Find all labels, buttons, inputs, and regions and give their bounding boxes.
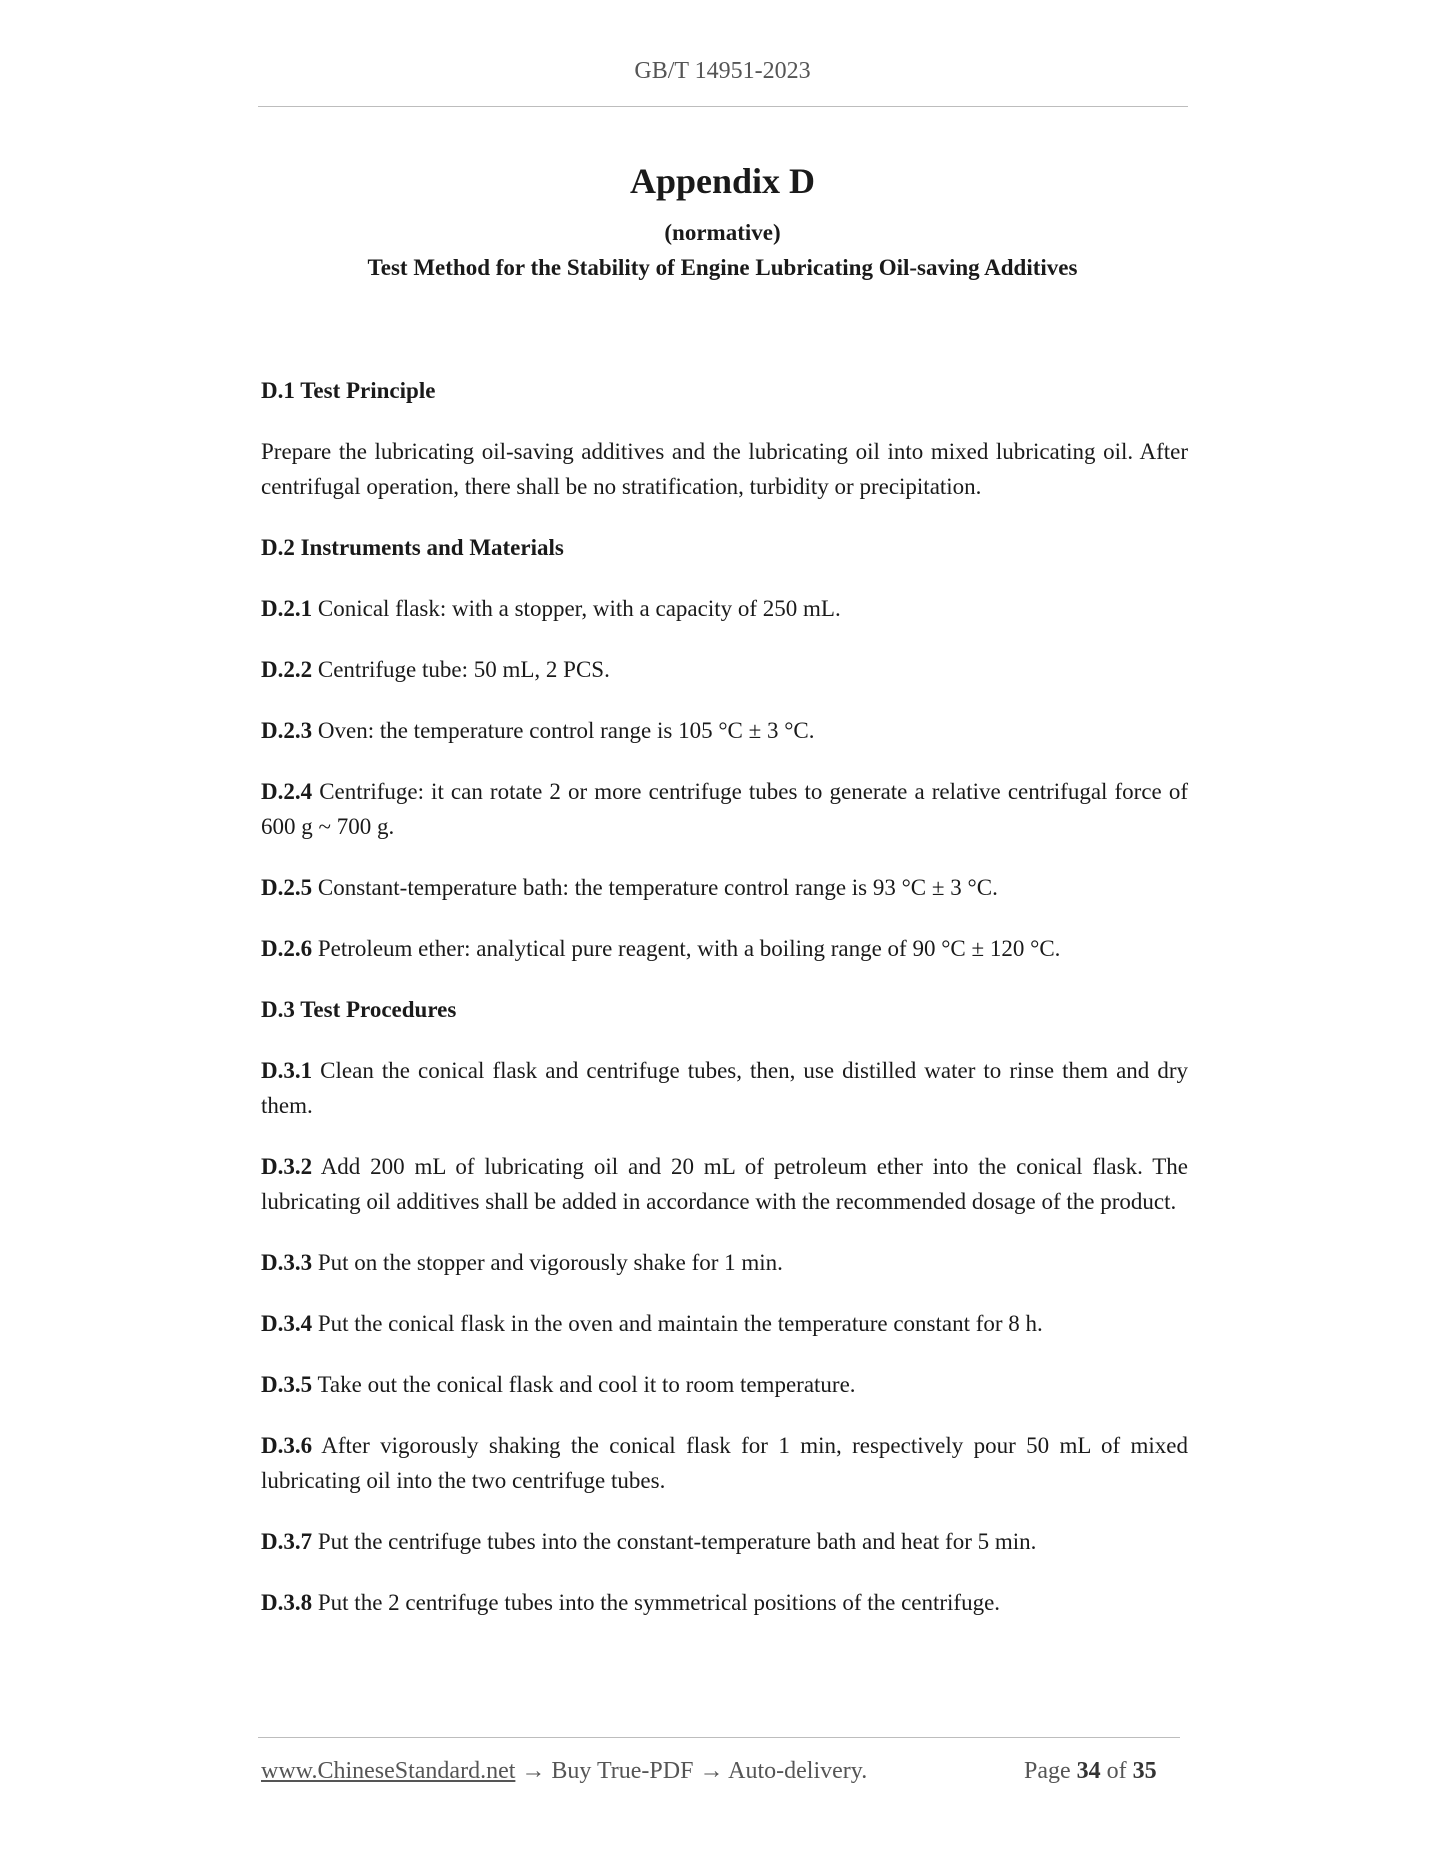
clause-number: D.2.3 [261, 718, 313, 743]
clause [261, 1053, 1188, 1123]
paragraph [261, 434, 1188, 504]
clause-text: Put the centrifuge tubes into the constant-temperature bath and heat for 5 min. [317, 1529, 1037, 1554]
appendix-heading: Test Method for the Stability of Engine Lubricating Oil-saving Additives [367, 255, 1078, 280]
clause [261, 1585, 1188, 1620]
clause-number: D.3.8 [261, 1590, 313, 1615]
clause-text: Clean the conical flask and centrifuge tubes, then, use distilled water to rinse them and dry them. [261, 1058, 1188, 1118]
of-label: of [1106, 1758, 1127, 1784]
clause [261, 774, 1188, 844]
document-body [261, 373, 1188, 1646]
clause [261, 870, 1188, 905]
clause-text: Put the conical flask in the oven and maintain the temperature constant for 8 h. [317, 1311, 1043, 1336]
clause-text: Petroleum ether: analytical pure reagent, with a boiling range of 90 °C ± 120 °C. [317, 936, 1061, 961]
appendix-subtitle: (normative) [664, 220, 781, 245]
page-number [1024, 1758, 1157, 1785]
running-header: GB/T 14951-2023 [634, 58, 811, 84]
clause-text: After vigorously shaking the conical flask for 1 min, respectively pour 50 mL of mixed lubricating oil into the two centrifuge tubes. [261, 1433, 1188, 1493]
clause-number: D.3.6 [261, 1433, 313, 1458]
clause-number: D.3.2 [261, 1154, 313, 1179]
section-heading: D.2 Instruments and Materials [261, 535, 564, 560]
clause [261, 652, 1188, 687]
arrow-right-icon: → [521, 1758, 546, 1784]
clause [261, 1367, 1188, 1402]
section-heading: D.3 Test Procedures [261, 997, 457, 1022]
clause-text: Centrifuge: it can rotate 2 or more centrifuge tubes to generate a relative centrifugal force of 600 g ~ 700 g. [261, 779, 1189, 839]
clause-text: Centrifuge tube: 50 mL, 2 PCS. [317, 657, 610, 682]
clause [261, 1428, 1188, 1498]
current-page: 34 [1076, 1758, 1101, 1784]
page-label: Page [1024, 1758, 1071, 1784]
clause-number: D.2.2 [261, 657, 313, 682]
clause-number: D.2.5 [261, 875, 313, 900]
clause-number: D.3.7 [261, 1529, 313, 1554]
clause [261, 591, 1188, 626]
total-pages: 35 [1132, 1758, 1157, 1784]
clause-text: Constant-temperature bath: the temperature control range is 93 °C ± 3 °C. [317, 875, 998, 900]
clause-text: Put the 2 centrifuge tubes into the symmetrical positions of the centrifuge. [317, 1590, 1001, 1615]
clause [261, 713, 1188, 748]
buy-pdf-text: Buy True-PDF [551, 1758, 694, 1784]
arrow-right-icon: → [699, 1758, 724, 1784]
website-link[interactable]: www.ChineseStandard.net [261, 1758, 516, 1784]
clause-text: Take out the conical flask and cool it to room temperature. [317, 1372, 856, 1397]
clause-number: D.2.4 [261, 779, 313, 804]
clause-number: D.2.6 [261, 936, 313, 961]
footer-divider [258, 1737, 1180, 1738]
clause [261, 1245, 1188, 1280]
footer-promo [261, 1758, 867, 1785]
clause-number: D.3.3 [261, 1250, 313, 1275]
clause [261, 1149, 1188, 1219]
section-heading: D.1 Test Principle [261, 378, 436, 403]
clause-number: D.3.5 [261, 1372, 313, 1397]
paragraph-text: Prepare the lubricating oil-saving additives and the lubricating oil into mixed lubricating oil. After centrifugal operation, there shall be no stratification, turbidity or precipitation. [261, 439, 1188, 499]
clause [261, 1306, 1188, 1341]
auto-delivery-text: Auto-delivery. [728, 1758, 868, 1784]
appendix-title: Appendix D [629, 161, 816, 201]
clause-text: Put on the stopper and vigorously shake for 1 min. [317, 1250, 783, 1275]
clause-number: D.3.1 [261, 1058, 313, 1083]
header-divider [258, 106, 1188, 107]
clause [261, 1524, 1188, 1559]
clause-text: Conical flask: with a stopper, with a capacity of 250 mL. [317, 596, 841, 621]
clause-number: D.3.4 [261, 1311, 313, 1336]
clause-text: Oven: the temperature control range is 105 °C ± 3 °C. [317, 718, 815, 743]
clause [261, 931, 1188, 966]
clause-number: D.2.1 [261, 596, 313, 621]
clause-text: Add 200 mL of lubricating oil and 20 mL of petroleum ether into the conical flask. The lubricating oil additives shall be added in accordance with the recommended dosage of the product. [261, 1154, 1188, 1214]
